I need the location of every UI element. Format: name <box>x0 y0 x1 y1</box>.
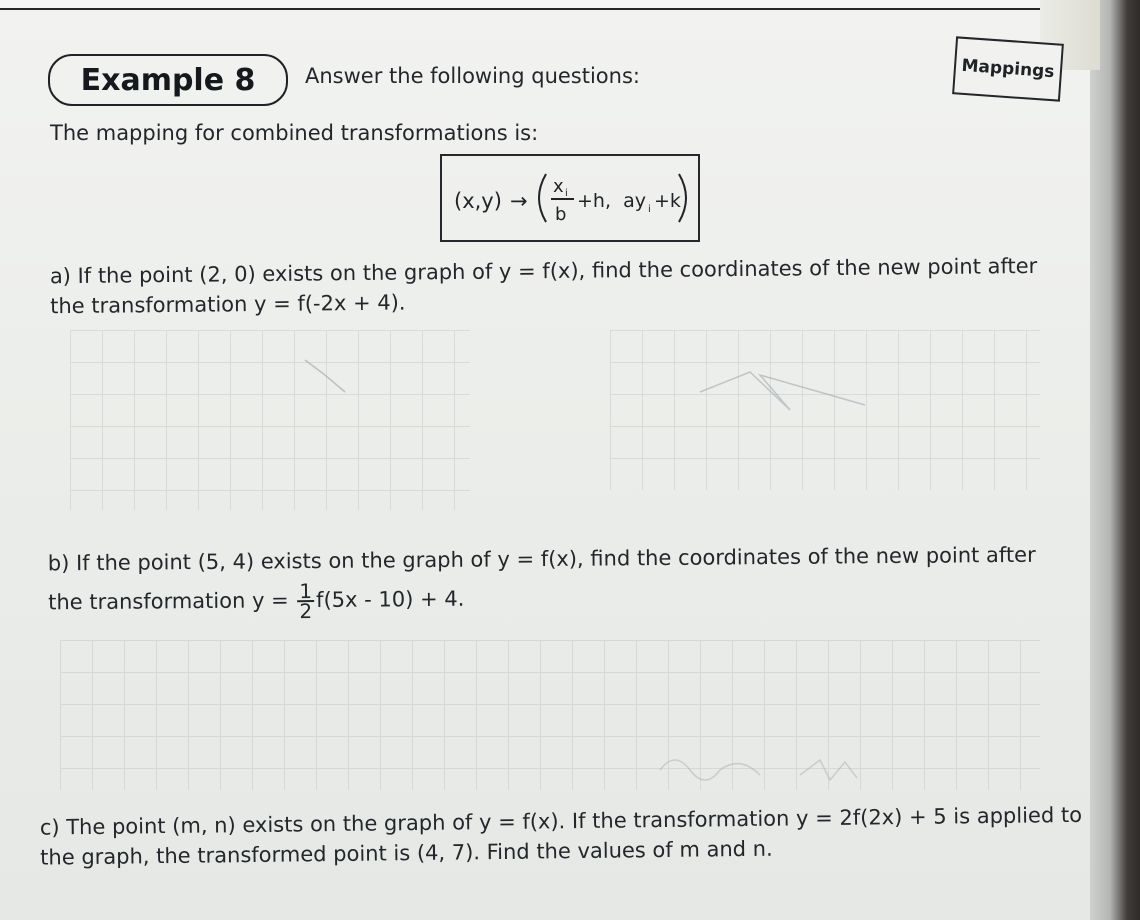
question-a-line1: a) If the point (2, 0) exists on the graph of y = f(x), find the coordinates of the new point after <box>49 253 1038 289</box>
formula-frac-num-sub: i <box>565 188 568 199</box>
formula-ay-sub: i <box>648 204 651 215</box>
fraction-numerator: 1 <box>299 579 313 604</box>
mapping-formula-box <box>440 154 700 242</box>
formula-arrow: → <box>510 189 528 213</box>
question-b-prefix: the transformation y = <box>48 588 296 615</box>
question-c-line1: c) The point (m, n) exists on the graph of y = f(x). If the transformation y = 2f(2x) + 5 is applied to <box>39 802 1083 840</box>
question-b-suffix: f(5x - 10) + 4. <box>316 586 465 613</box>
mappings-tag <box>952 36 1064 101</box>
bleed-through-grid-c <box>60 640 1040 790</box>
bleed-through-grid-b <box>610 330 1040 490</box>
question-a <box>50 251 1051 321</box>
example-title: Example 8 <box>80 62 256 98</box>
question-a-line2: the transformation y = f(-2x + 4). <box>50 290 406 319</box>
question-b <box>48 540 1049 623</box>
fraction-denominator: 2 <box>299 599 313 624</box>
page-edge-shadow <box>1090 0 1140 920</box>
formula-tail: +k <box>654 190 681 212</box>
formula-open-paren <box>539 174 546 222</box>
question-b-line1: b) If the point (5, 4) exists on the graph of y = f(x), find the coordinates of the new point after <box>47 542 1036 576</box>
question-c-line2: the graph, the transformed point is (4, 7). Find the values of m and n. <box>40 836 773 870</box>
example-badge <box>48 54 288 106</box>
page-top-edge <box>0 0 1060 10</box>
instruction-text: Answer the following questions: <box>305 64 640 88</box>
bleed-through-grid-a <box>70 330 470 510</box>
formula-frac-num: x <box>553 176 564 197</box>
one-half-fraction <box>297 579 314 624</box>
formula-frac-den: b <box>555 204 567 225</box>
mapping-formula <box>442 156 698 240</box>
mappings-label: Mappings <box>960 55 1056 83</box>
formula-lhs: (x,y) <box>454 189 502 213</box>
intro-text: The mapping for combined transformations is: <box>50 121 539 145</box>
formula-middle: +h, ay <box>577 190 646 212</box>
